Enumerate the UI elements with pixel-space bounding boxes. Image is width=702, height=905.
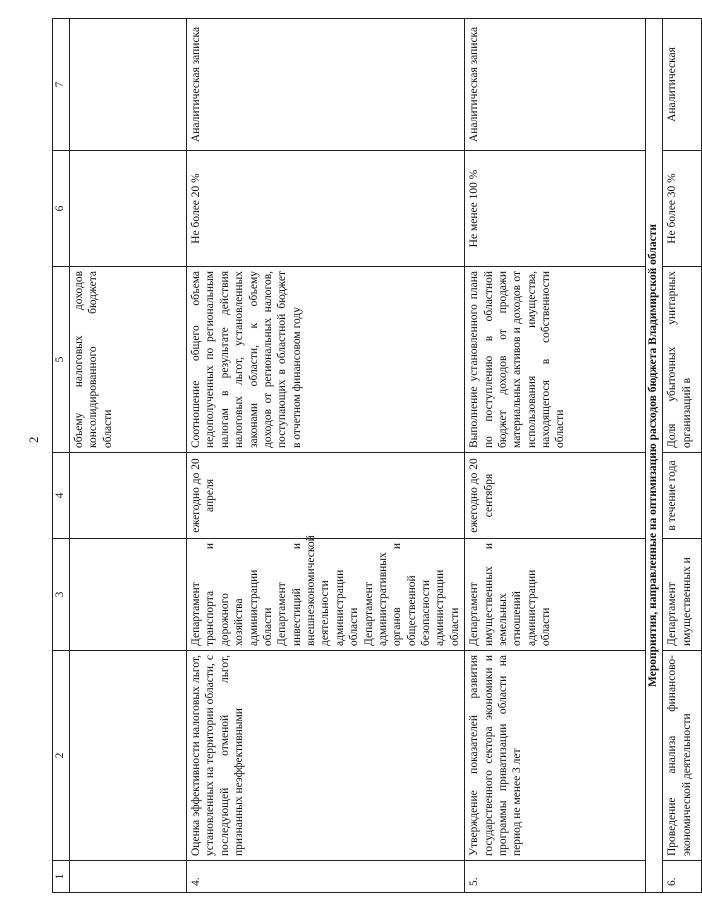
- section-header-row: [646, 19, 663, 893]
- report-form-cell: Аналитическая записка: [187, 19, 465, 151]
- deadline-cell: ежегодно до 20 сентября: [465, 453, 646, 539]
- indicator-cell: Доля убыточных унитарных организаций в: [663, 267, 702, 453]
- section-title: Мероприятия, направленные на оптимизацию расходов бюджета Владимирской области: [646, 19, 663, 893]
- measure-cell: Проведение анализа финансово-экономической деятельности: [663, 651, 702, 861]
- header-cell-3: 3: [53, 539, 70, 651]
- cell-empty: [70, 651, 187, 861]
- table-row: [187, 19, 465, 893]
- target-cell: Не более 20 %: [187, 151, 465, 267]
- deadline-cell: ежегодно до 20 апреля: [187, 453, 465, 539]
- executor-cell: Департамент имущественных и: [663, 539, 702, 651]
- header-cell-7: 7: [53, 19, 70, 151]
- indicator-cell: Соотношение общего объема недополученных по региональным налогам в результате действия налоговых льгот, установленных законами области, к объему доходов от региональных налогов, поступающих в областной бюджет в отчетном финансовом году: [187, 267, 465, 453]
- header-cell-1: 1: [53, 861, 70, 893]
- header-cell-6: 6: [53, 151, 70, 267]
- rotated-page-content: [52, 19, 693, 893]
- header-cell-4: 4: [53, 453, 70, 539]
- row-number: 6.: [663, 861, 702, 893]
- table-row: [663, 19, 702, 893]
- cell-empty: [70, 19, 187, 151]
- page-number: 2: [26, 436, 41, 443]
- header-cell-5: 5: [53, 267, 70, 453]
- measure-cell: Утверждение показателей развития государственного сектора экономики и программы приватизации области на период не менее 3 лет: [465, 651, 646, 861]
- indicator-cell: объему налоговых доходов консолидированного бюджета области: [70, 267, 187, 453]
- row-number: 5.: [465, 861, 646, 893]
- report-form-cell: Аналитическая: [663, 19, 702, 151]
- target-cell: Не более 30 %: [663, 151, 702, 267]
- measures-table: [52, 18, 702, 893]
- target-cell: Не менее 100 %: [465, 151, 646, 267]
- executor-cell: Департамент транспорта и дорожного хозяйства администрации области Департамент инвестиций и внешнеэкономической деятельности администрации области Департамент административных органов и общественной безопасности администрации области: [187, 539, 465, 651]
- cell-empty: [70, 151, 187, 267]
- table-row: [465, 19, 646, 893]
- cell-empty: [70, 539, 187, 651]
- table-row-continued: [70, 19, 187, 893]
- header-cell-2: 2: [53, 651, 70, 861]
- deadline-cell: в течение года: [663, 453, 702, 539]
- indicator-cell: Выполнение установленного плана по поступлению в областной бюджет доходов от продажи материальных активов и доходов от использования имущества, находящегося в собственности области: [465, 267, 646, 453]
- measure-cell: Оценка эффективности налоговых льгот, установленных на территории области, с последующей отменой льгот, признанных неэффективными: [187, 651, 465, 861]
- row-number: 4.: [187, 861, 465, 893]
- executor-cell: Департамент имущественных и земельных отношений администрации области: [465, 539, 646, 651]
- header-row: [53, 19, 70, 893]
- cell-empty: [70, 453, 187, 539]
- cell-empty: [70, 861, 187, 893]
- report-form-cell: Аналитическая записка: [465, 19, 646, 151]
